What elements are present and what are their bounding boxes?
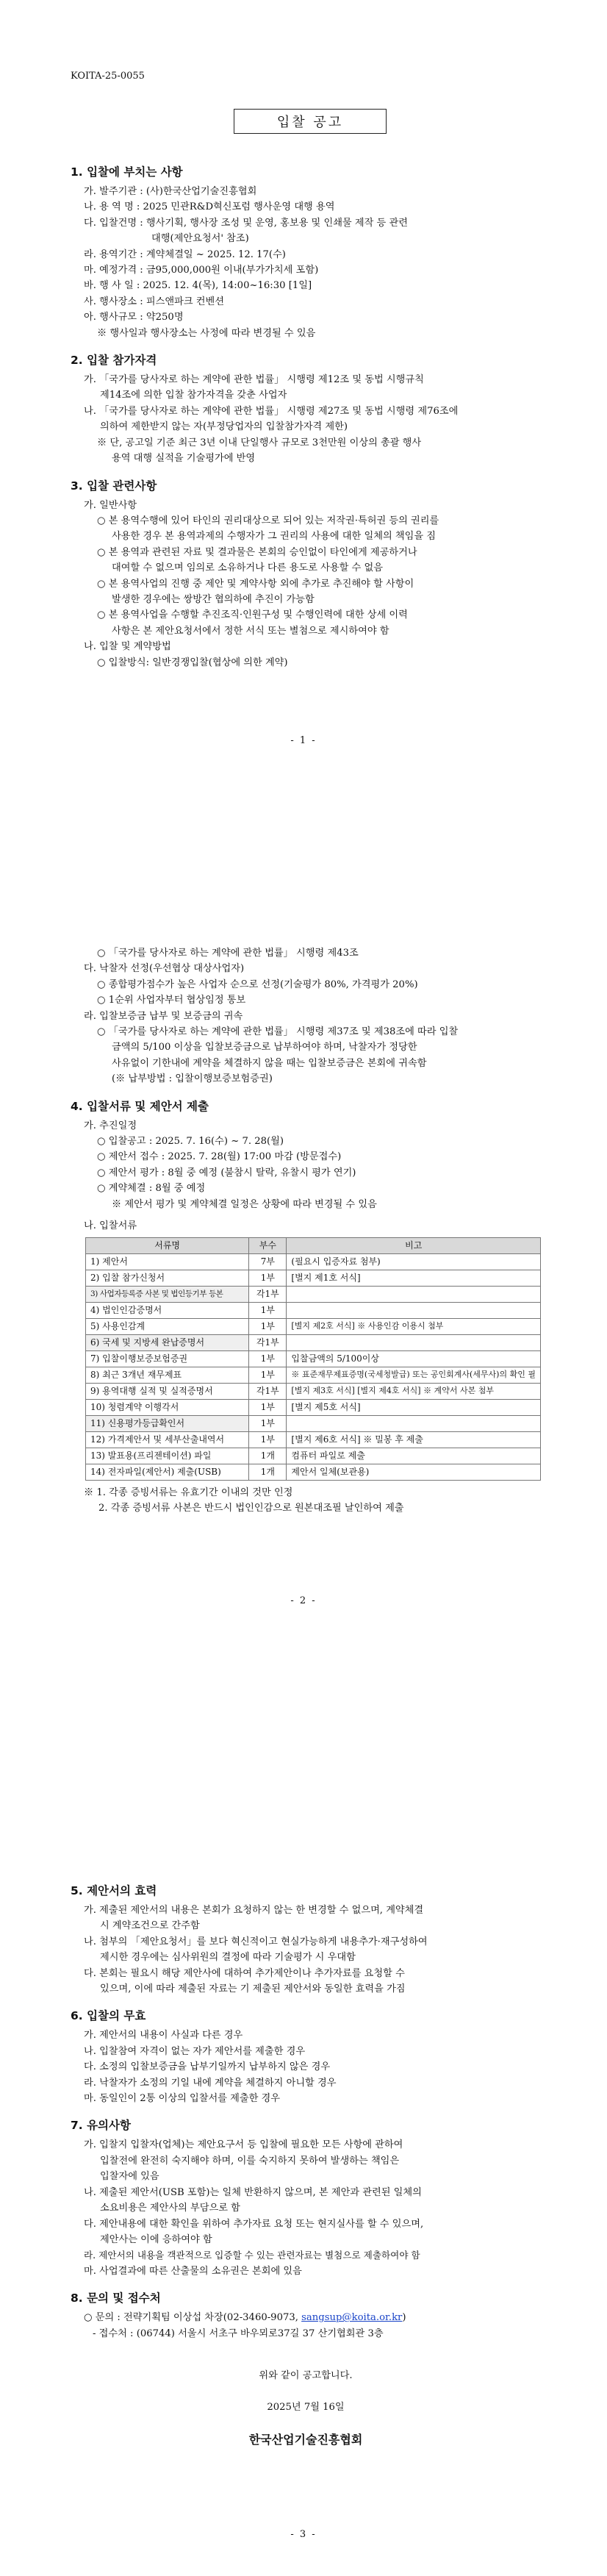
item-cont: 제시한 경우에는 심사위원의 결정에 따라 기술평가 시 우대함 [100,1952,356,1964]
doc-qty: 각1부 [249,1334,287,1350]
schedule-item: ○ 제안서 평가 : 8월 중 예정 (불참시 탈락, 유찰시 평가 연기) [97,1167,356,1178]
doc-qty: 1부 [249,1431,287,1448]
item: 다. 소정의 입찰보증금을 납부기일까지 납부하지 않은 경우 [84,2061,331,2073]
item-bid-subject-cont: 대행(제안요청서' 참조) [151,233,249,245]
doc-note: 컴퓨터 파일로 제출 [287,1448,541,1464]
note: ※ 단, 공고일 기준 최근 3년 이내 단일행사 규모로 3천만원 이상의 총괄 행사 [97,437,422,448]
doc-note: [별지 제6호 서식] ※ 밀봉 후 제출 [287,1431,541,1448]
doc-note [287,1334,541,1350]
doc-qty: 1부 [249,1415,287,1431]
doc-note [287,1302,541,1318]
bullet: ○ 본 용역사업을 수행할 추진조직·인원구성 및 수행인력에 대한 상세 이력 [97,609,408,621]
column-header: 서류명 [86,1237,249,1253]
item-period: 라. 용역기간 : 계약체결일 ~ 2025. 12. 17(수) [84,248,286,260]
bullet-cont: 대여할 수 없으며 임의로 소유하거나 다른 용도로 사용할 수 없음 [112,562,383,574]
table-header-row [86,1237,541,1253]
item: 마. 동일인이 2통 이상의 입찰서를 제출한 경우 [84,2093,281,2105]
column-header: 비고 [287,1237,541,1253]
item-cont: 시 계약조건으로 간주함 [100,1920,200,1932]
doc-qty: 7부 [249,1253,287,1270]
section-heading: 1. 입찰에 부치는 사항 [71,165,183,179]
qualification-a-cont: 제14조에 의한 입찰 참가자격을 갖춘 사업자 [100,390,287,401]
section-heading: 8. 문의 및 접수처 [71,2291,161,2305]
doc-note: (필요시 입증자료 첨부) [287,1253,541,1270]
section-heading: 3. 입찰 관련사항 [71,479,157,493]
doc-note: ※ 표준재무제표증명(국세청발급) 또는 공인회계사(세무사)의 확인 필 [287,1367,541,1383]
qualification-a: 가. 「국가를 당사자로 하는 계약에 관한 법률」 시행령 제12조 및 동법 시행규칙 [84,374,424,386]
doc-name: 12) 가격제안서 및 세부산출내역서 [86,1431,249,1448]
subheading: 라. 입찰보증금 납부 및 보증금의 귀속 [84,1010,243,1022]
table-row [86,1367,541,1383]
section-heading: 5. 제안서의 효력 [71,1884,157,1897]
doc-note: [별지 제5호 서식] [287,1399,541,1415]
bullet: ○ 본 용역사업의 진행 중 제안 및 계약사항 외에 추가로 추진해야 할 사항이 [97,578,414,590]
table-row [86,1431,541,1448]
bullet-cont: 발생한 경우에는 쌍방간 협의하에 추진이 가능함 [112,593,315,605]
item-scale: 아. 행사규모 : 약250명 [84,312,184,323]
subheading: 가. 일반사항 [84,499,137,511]
item: 라. 제안서의 내용을 객관적으로 입증할 수 있는 관련자료는 별첨으로 제출하여야 함 [84,2250,420,2261]
subheading: 나. 입찰서류 [84,1220,137,1232]
table-row [86,1350,541,1367]
closing-text: 위와 같이 공고합니다. [259,2369,353,2381]
doc-name: 1) 제안서 [86,1253,249,1270]
page-3 [0,1720,607,2576]
document-number: KOITA-25-0055 [71,71,145,82]
bullet-cont: (※ 납부방법 : 입찰이행보증보험증권) [112,1073,273,1085]
contact-suffix: ) [402,2312,406,2324]
bullet: ○ 「국가를 당사자로 하는 계약에 관한 법률」 시행령 제43조 [97,948,359,959]
item-cont: 제안사는 이에 응하여야 함 [100,2233,212,2245]
bullet-cont: 사유없이 기한내에 계약을 체결하지 않을 때는 입찰보증금은 본회에 귀속함 [112,1057,427,1069]
doc-qty: 각1부 [249,1286,287,1302]
documents-table [85,1237,541,1481]
page-number: - 2 - [290,1595,317,1606]
doc-name: 5) 사용인감계 [86,1318,249,1334]
table-row [86,1270,541,1286]
address-line: - 접수처 : (06744) 서울시 서초구 바우뫼로37길 37 산기협회관 3층 [93,2328,384,2339]
table-row [86,1302,541,1318]
doc-name: 6) 국세 및 지방세 완납증명서 [86,1334,249,1350]
page-number: - 3 - [290,2529,317,2540]
section-heading: 7. 유의사항 [71,2119,131,2133]
table-row [86,1253,541,1270]
table-row [86,1399,541,1415]
bullet: ○ 「국가를 당사자로 하는 계약에 관한 법률」 시행령 제37조 및 제38조에 따라 입찰 [97,1026,459,1038]
doc-qty: 각1부 [249,1383,287,1399]
table-row [86,1464,541,1480]
table-note: ※ 1. 각종 증빙서류는 유효기간 이내의 것만 인정 [84,1486,293,1498]
column-header: 부수 [249,1237,287,1253]
section-3-cont [71,945,541,1516]
item-price: 마. 예정가격 : 금95,000,000원 이내(부가가치세 포함) [84,265,319,276]
subheading: 다. 낙찰자 선정(우선협상 대상사업자) [84,963,245,975]
doc-note: [별지 제1호 서식] [287,1270,541,1286]
qualification-b: 나. 「국가를 당사자로 하는 계약에 관한 법률」 시행령 제27조 및 동법 시행령 제76조에 [84,405,459,417]
doc-qty: 1부 [249,1350,287,1367]
bullet: ○ 입찰방식: 일반경쟁입찰(협상에 의한 계약) [97,656,288,668]
doc-note: [별지 제2호 서식] ※ 사용인감 이용시 첨부 [287,1318,541,1334]
item: 다. 본회는 필요시 해당 제안사에 대하여 추가제안이나 추가자료를 요청할 수 [84,1967,405,1979]
doc-qty: 1개 [249,1448,287,1464]
schedule-item: ○ 제안서 접수 : 2025. 7. 28(월) 17:00 마감 (방문접수) [97,1151,342,1163]
table-row [86,1448,541,1464]
table-row [86,1415,541,1431]
item: 나. 제출된 제안서(USB 포함)는 일체 반환하지 않으며, 본 제안과 관련된 일체의 [84,2186,422,2198]
doc-name: 9) 용역대행 실적 및 실적증명서 [86,1383,249,1399]
bullet: ○ 종합평가점수가 높은 사업자 순으로 선정(기술평가 80%, 가격평가 20%) [97,978,418,990]
doc-name: 11) 신용평가등급확인서 [86,1415,249,1431]
section-5 [71,1882,541,2447]
table-row [86,1334,541,1350]
organization-name: 한국산업기술진흥협회 [248,2432,363,2447]
page-title: 입찰 공고 [234,109,387,134]
item: 가. 제안서의 내용이 사실과 다른 경우 [84,2030,243,2042]
doc-name: 14) 전자파일(제안서) 제출(USB) [86,1464,249,1480]
doc-name: 8) 최근 3개년 재무제표 [86,1367,249,1383]
bullet: ○ 본 용역수행에 있어 타인의 권리대상으로 되어 있는 저작권·특허권 등의 권리를 [97,515,439,526]
bullet-cont: 사항은 본 제안요청서에서 정한 서식 또는 별첨으로 제시하여야 함 [112,625,389,637]
section-1 [71,163,541,670]
section-heading: 6. 입찰의 무효 [71,2009,146,2023]
schedule-item: ○ 계약체결 : 8월 중 예정 [97,1183,206,1195]
doc-note: 입찰금액의 5/100이상 [287,1350,541,1367]
item-event-date: 바. 행 사 일 : 2025. 12. 4(목), 14:00~16:30 [1일] [84,280,312,292]
item-cont: 있으며, 이에 따라 제출된 자료는 기 제출된 제안서와 동일한 효력을 가짐 [100,1983,406,1995]
item-bid-subject: 다. 입찰건명 : 행사기획, 행사장 조성 및 운영, 홍보용 및 인쇄물 제작 등 관련 [84,217,408,229]
item-venue: 사. 행사장소 : 피스앤파크 컨벤션 [84,296,225,307]
qualification-b-cont: 의하여 제한받지 않는 자(부정당업자의 입찰참가자격 제한) [100,421,348,433]
doc-qty: 1부 [249,1399,287,1415]
doc-name: 7) 입찰이행보증보험증권 [86,1350,249,1367]
item-cont: 소요비용은 제안사의 부담으로 함 [100,2203,240,2214]
page-1 [0,0,607,860]
doc-name: 3) 사업자등록증 사본 및 법인등기부 등본 [86,1286,249,1302]
doc-name: 2) 입찰 참가신청서 [86,1270,249,1286]
table-row [86,1383,541,1399]
table-note: 2. 각종 증빙서류 사본은 반드시 법인인감으로 원본대조필 날인하여 제출 [98,1502,404,1514]
contact-email-link[interactable]: sangsup@koita.or.kr [301,2312,403,2324]
item-service-name: 나. 용 역 명 : 2025 민관R&D혁신포럼 행사운영 대행 용역 [84,201,335,213]
note: ※ 행사일과 행사장소는 사정에 따라 변경될 수 있음 [97,327,316,339]
doc-qty: 1부 [249,1302,287,1318]
item-cont: 입찰자에 있음 [100,2171,159,2183]
doc-name: 13) 발표용(프리젠테이션) 파일 [86,1448,249,1464]
item: 라. 낙찰자가 소정의 기일 내에 계약을 체결하지 아니할 경우 [84,2077,337,2089]
section-heading: 4. 입찰서류 및 제안서 제출 [71,1099,209,1113]
contact-label: ○ 문의 : 전략기획팀 이상섭 차장(02-3460-9073, [84,2312,302,2324]
announcement-date: 2025년 7월 16일 [267,2402,345,2414]
doc-name: 4) 법인인감증명서 [86,1302,249,1318]
table-row [86,1286,541,1302]
bullet-cont: 금액의 5/100 이상을 입찰보증금으로 납부하여야 하며, 낙찰자가 정당한 [112,1042,417,1053]
doc-note [287,1415,541,1431]
schedule-item: ○ 입찰공고 : 2025. 7. 16(수) ~ 7. 28(월) [97,1136,284,1148]
item: 가. 제출된 제안서의 내용은 본회가 요청하지 않는 한 변경할 수 없으며, 계약체결 [84,1905,424,1916]
item: 나. 첨부의 「제안요청서」를 보다 혁신적이고 현실가능하게 내용추가·재구성하여 [84,1936,428,1947]
doc-qty: 1부 [249,1270,287,1286]
item: 가. 입찰지 입찰자(업체)는 제안요구서 등 입찰에 필요한 모든 사항에 관하여 [84,2139,403,2151]
doc-note: [별지 제3호 서식] [별지 제4호 서식] ※ 계약서 사본 첨부 [287,1383,541,1399]
page-2 [0,860,607,1720]
doc-qty: 1부 [249,1318,287,1334]
doc-name: 10) 청렴계약 이행각서 [86,1399,249,1415]
table-row [86,1318,541,1334]
item-orderer: 가. 발주기관 : (사)한국산업기술진흥협회 [84,186,257,197]
subheading: 가. 추진일정 [84,1120,137,1131]
bullet-cont: 사용한 경우 본 용역과제의 수행자가 그 권리의 사용에 대한 일체의 책임을 짐 [112,531,437,543]
note-cont: 용역 대행 실적을 기술평가에 반영 [112,453,256,465]
doc-note: 제안서 일체(보관용) [287,1464,541,1480]
doc-qty: 1부 [249,1367,287,1383]
section-heading: 2. 입찰 참가자격 [71,354,157,368]
page-number: - 1 - [290,735,317,746]
bullet: ○ 1순위 사업자부터 협상임정 통보 [97,995,246,1006]
item-cont: 입찰전에 완전히 숙지해야 하며, 이를 숙지하지 못하여 발생하는 책임은 [100,2155,400,2167]
item: 다. 제안내용에 대한 확인을 위하여 추가자료 요청 또는 현지실사를 할 수 있으며, [84,2218,424,2230]
bullet: ○ 본 용역과 관련된 자료 및 결과물은 본회의 승인없이 타인에게 제공하거나 [97,546,417,558]
contact-line [71,2310,541,2325]
item: 나. 입찰참여 자격이 없는 자가 제안서를 제출한 경우 [84,2045,306,2057]
subheading: 나. 입찰 및 계약방법 [84,641,171,653]
note: ※ 제안서 평가 및 계약체결 일정은 상황에 따라 변경될 수 있음 [112,1198,377,1210]
doc-qty: 1개 [249,1464,287,1480]
item: 마. 사업결과에 따른 산출물의 소유권은 본회에 있음 [84,2265,302,2277]
doc-note [287,1286,541,1302]
